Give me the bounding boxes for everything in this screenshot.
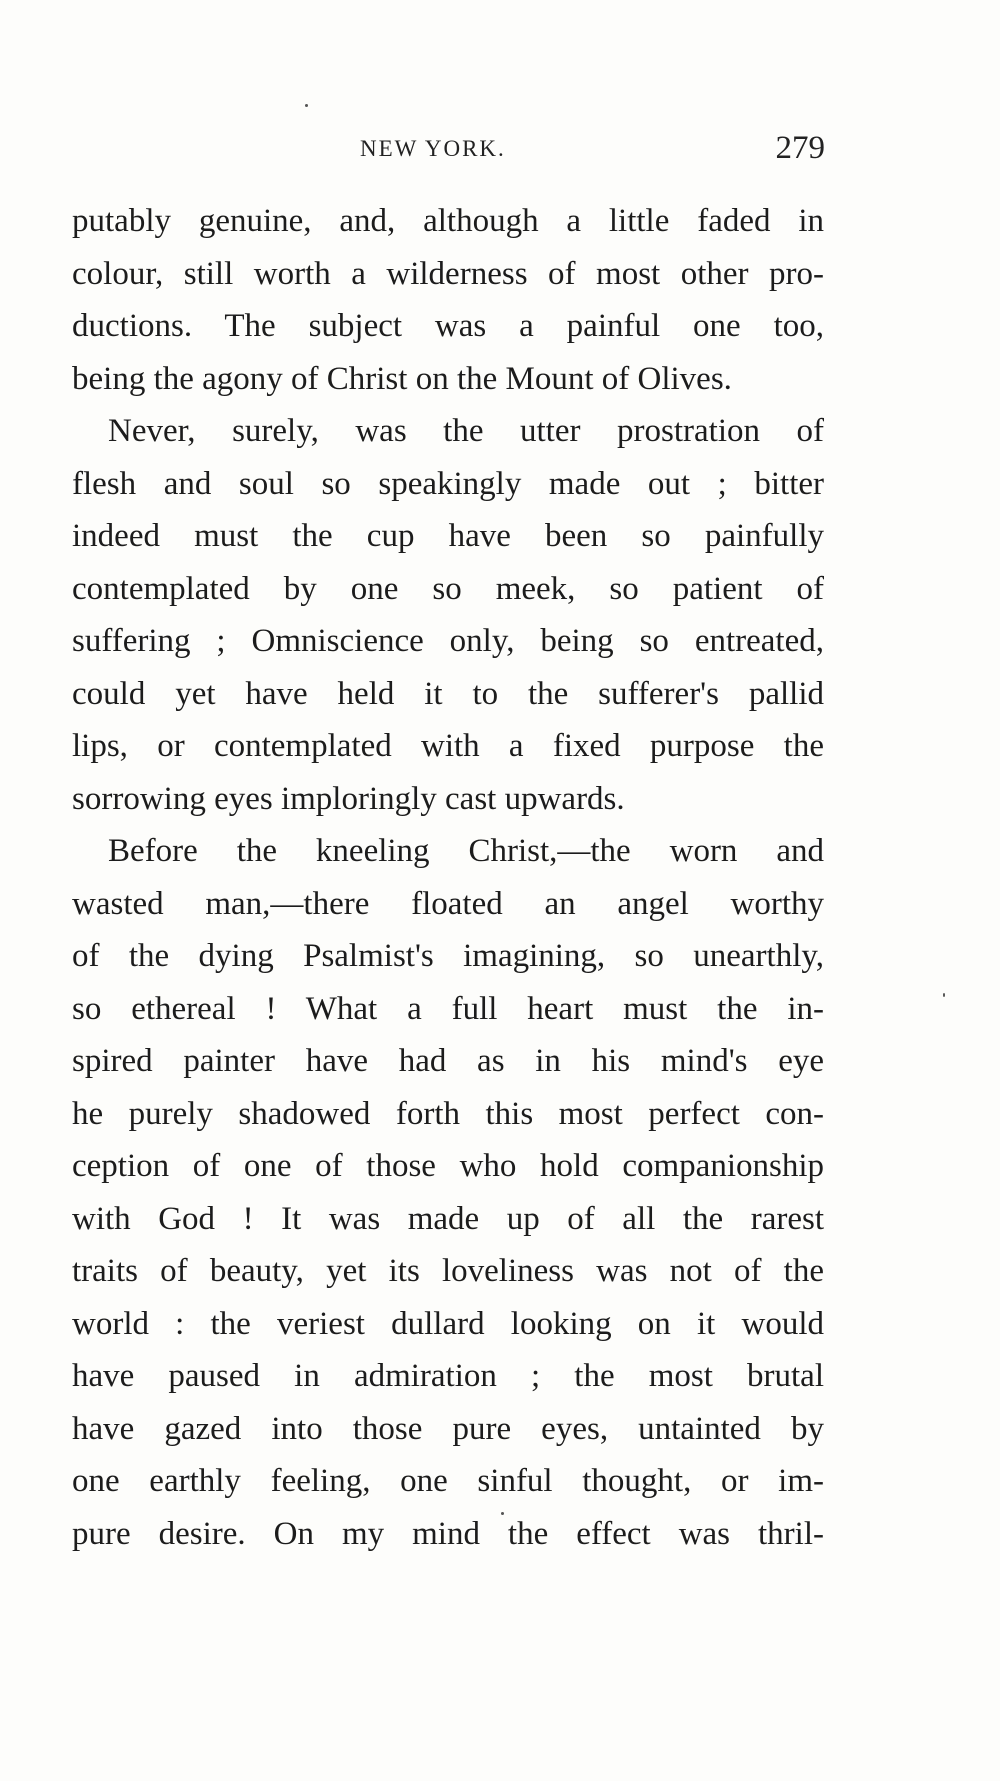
page-number: 279 — [775, 130, 825, 166]
paper-speck — [501, 1512, 504, 1515]
text-line: could yet have held it to the sufferer's pallid — [72, 675, 824, 712]
text-line: flesh and soul so speakingly made out ; bitter — [72, 465, 824, 502]
text-line: so ethereal ! What a full heart must the in- — [72, 990, 824, 1027]
text-line: contemplated by one so meek, so patient of — [72, 570, 824, 607]
running-head-title: NEW YORK. — [360, 136, 506, 161]
text-line: with God ! It was made up of all the rarest — [72, 1200, 824, 1237]
text-line: wasted man,—there floated an angel worthy — [72, 885, 824, 922]
text-line: suffering ; Omniscience only, being so entreated, — [72, 623, 824, 659]
paper-speck — [943, 993, 945, 997]
text-line: ductions. The subject was a painful one too, — [72, 308, 824, 344]
paper-speck — [305, 104, 308, 107]
text-line: world : the veriest dullard looking on it would — [72, 1305, 824, 1342]
text-line: sorrowing eyes imploringly cast upwards. — [72, 780, 625, 817]
text-line: one earthly feeling, one sinful thought, or im- — [72, 1463, 824, 1499]
text-line: pure desire. On my mind the effect was thril- — [72, 1515, 824, 1552]
text-line: indeed must the cup have been so painfully — [72, 518, 824, 554]
paragraph-1 — [72, 195, 824, 405]
text-line: traits of beauty, yet its loveliness was not of the — [72, 1253, 824, 1289]
text-line: Before the kneeling Christ,—the worn and — [108, 833, 824, 869]
text-line: he purely shadowed forth this most perfect con- — [72, 1095, 824, 1132]
paragraph-2 — [72, 405, 824, 825]
text-line: lips, or contemplated with a fixed purpose the — [72, 728, 824, 764]
paragraph-3 — [72, 825, 824, 1560]
running-head — [70, 130, 825, 170]
text-line: have gazed into those pure eyes, untainted by — [72, 1410, 824, 1447]
body-text — [72, 195, 824, 1560]
text-line: have paused in admiration ; the most brutal — [72, 1358, 824, 1394]
text-line: Never, surely, was the utter prostration of — [108, 413, 824, 449]
text-line: spired painter have had as in his mind's eye — [72, 1043, 824, 1079]
text-line: being the agony of Christ on the Mount of Olives. — [72, 360, 732, 397]
text-line: putably genuine, and, although a little faded in — [72, 203, 824, 239]
text-line: colour, still worth a wilderness of most other pro- — [72, 255, 824, 292]
text-line: of the dying Psalmist's imagining, so unearthly, — [72, 938, 824, 974]
text-line: ception of one of those who hold companionship — [72, 1148, 824, 1184]
